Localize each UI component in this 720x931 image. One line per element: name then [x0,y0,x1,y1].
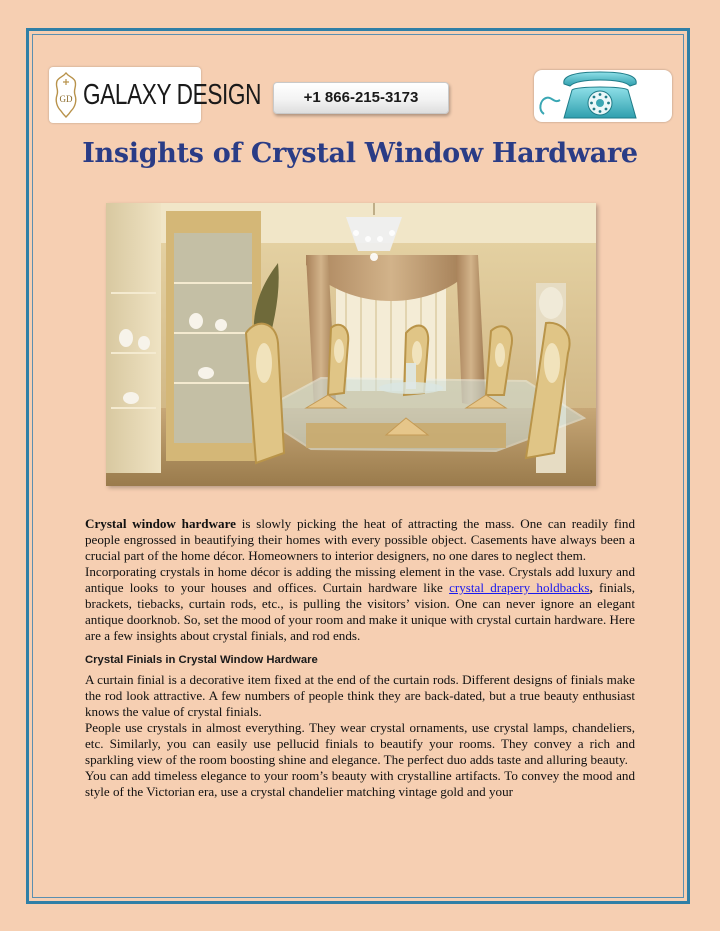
paragraph-uses: People use crystals in almost everything. They wear crystal ornaments, use crystal lamps, chandeliers, etc. Similarly, you can easily use pellucid finials to beautify your rooms. They convey a rich and sparkling view of the room boosting shine and elegance. The perfect duo adds taste and alluring beauty. [85,720,635,767]
paragraph-crystals-text-a: Incorporating crystals in home décor is adding the missing element in the vase. Crystals add luxury and antique looks to your houses and offices. Curtain hardware like [85,564,635,595]
phone-number-button[interactable]: +1 866-215-3173 [273,82,449,114]
lead-phrase: Crystal window hardware [85,516,236,531]
paragraph-finials: A curtain finial is a decorative item fixed at the end of the curtain rods. Different designs of finials make the rod look attractive. A few numbers of people think they are back-dated, but a true beauty enthusiast knows the value of crystal finials. [85,672,635,719]
paragraph-intro [85,516,635,564]
vintage-telephone-icon [534,70,672,122]
paragraph-elegance: You can add timeless elegance to your room’s beauty with crystalline artifacts. To convey the mood and style of the Victorian era, use a crystal chandelier matching vintage gold and your [85,768,635,799]
link-comma: , [589,580,593,595]
paragraph-crystals-text-b: finials, brackets, tiebacks, curtain rods, etc., is pulling the visitors’ vision. One can never ignore an elegant antique doorknob. So, set the mood of your room and make it unique with crystal curtain hardware. Here are a few insights about crystal finials, and rod ends. [85,580,635,643]
paragraph-crystals [85,564,635,644]
crest-icon [53,71,79,119]
crystal-drapery-holdbacks-link[interactable]: crystal drapery holdbacks [449,580,590,595]
vintage-telephone-image[interactable] [534,70,672,122]
article-body [85,516,635,800]
logo-text: GALAXY DESIGN [83,79,262,111]
dining-room-photo [106,203,596,486]
section-subheading: Crystal Finials in Crystal Window Hardware [85,654,318,666]
svg-text:GD: GD [59,94,73,104]
paragraph-intro-text: is slowly picking the heat of attracting the mass. One can readily find people engrossed in beautifying their homes with every possible object. Casements have always been a crucial part of the home décor. Homeowners to interior designers, no one dares to neglect them. [85,516,635,563]
page-title: Insights of Crystal Window Hardware [82,138,638,169]
galaxy-design-logo[interactable] [49,67,262,123]
